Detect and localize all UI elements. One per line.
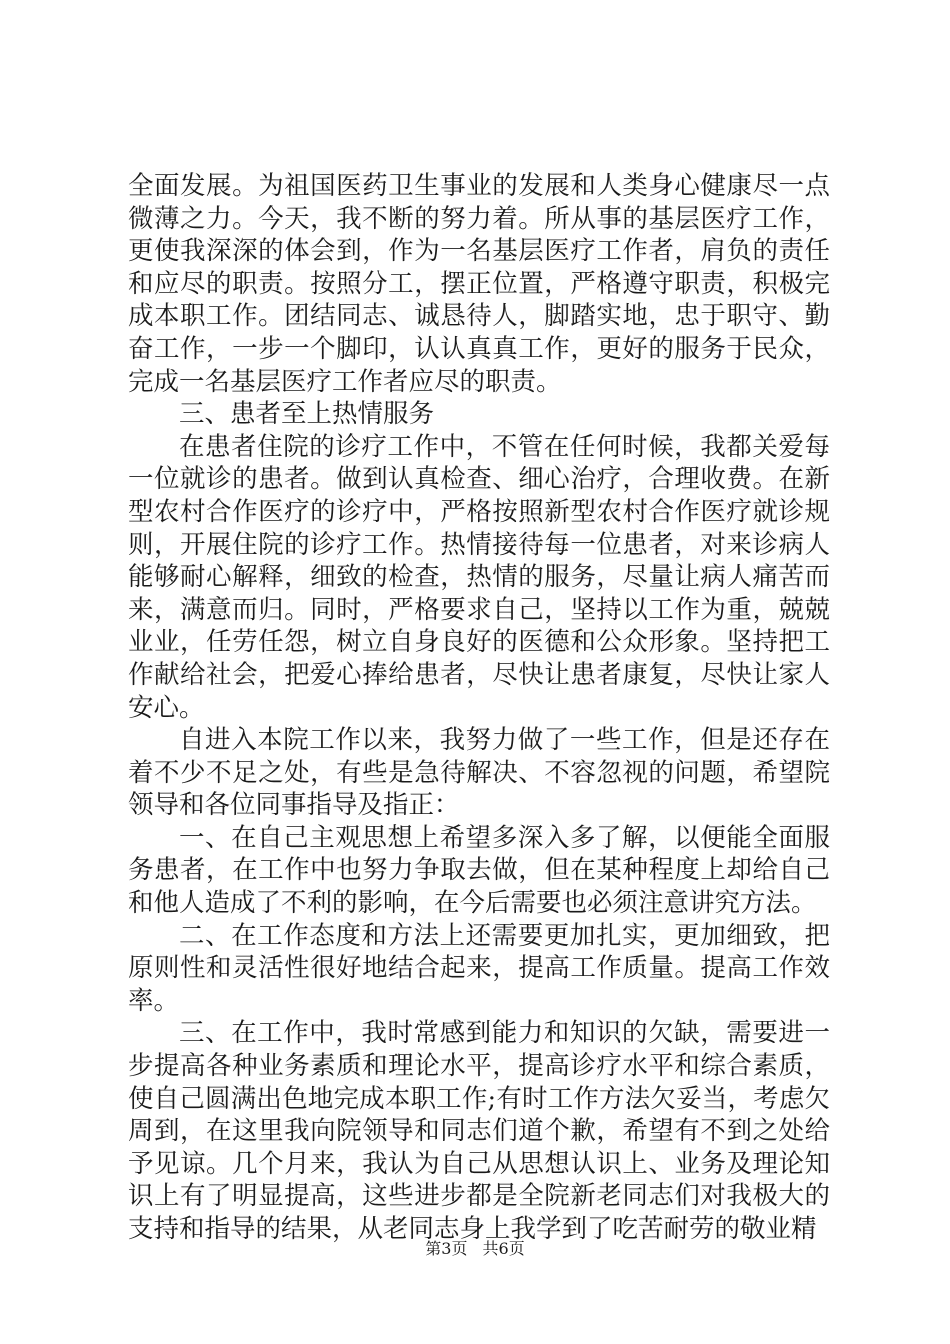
page-number: 第3页 xyxy=(425,1239,468,1258)
paragraph: 一、在自己主观思想上希望多深入多了解，以便能全面服务患者，在工作中也努力争取去做，但在某种程度上却给自己和他人造成了不利的影响，在今后需要也必须注意讲究方法。 xyxy=(128,822,830,919)
paragraph: 自进入本院工作以来，我努力做了一些工作，但是还存在着不少不足之处，有些是急待解决、不容忽视的问题，希望院领导和各位同事指导及指正： xyxy=(128,725,830,821)
page-total: 共6页 xyxy=(482,1239,525,1258)
page-footer xyxy=(0,1236,950,1259)
paragraph: 三、在工作中，我时常感到能力和知识的欠缺，需要进一步提高各种业务素质和理论水平，提高诊疗水平和综合素质，使自己圆满出色地完成本职工作;有时工作方法欠妥当，考虑欠周到，在这里我向院领导和同志们道个歉，希望有不到之处给予见谅。几个月来，我认为自己从思想认识上、业务及理论知识上有了明显提高，这些进步都是全院新老同志们对我极大的支持和指导的结果，从老同志身上我学到了吃苦耐劳的敬业精 xyxy=(128,1018,830,1244)
paragraph-continuation: 全面发展。为祖国医药卫生事业的发展和人类身心健康尽一点微薄之力。今天，我不断的努力着。所从事的基层医疗工作，更使我深深的体会到，作为一名基层医疗工作者，肩负的责任和应尽的职责。按照分工，摆正位置，严格遵守职责，积极完成本职工作。团结同志、诚恳待人，脚踏实地，忠于职守、勤奋工作，一步一个脚印，认认真真工作，更好的服务于民众，完成一名基层医疗工作者应尽的职责。 xyxy=(128,171,830,397)
section-heading: 三、患者至上热情服务 xyxy=(179,399,435,430)
paragraph: 在患者住院的诊疗工作中，不管在任何时候，我都关爱每一位就诊的患者。做到认真检查、细心治疗，合理收费。在新型农村合作医疗的诊疗中，严格按照新型农村合作医疗就诊规则，开展住院的诊疗工作。热情接待每一位患者，对来诊病人能够耐心解释，细致的检查，热情的服务，尽量让病人痛苦而来，满意而归。同时，严格要求自己，坚持以工作为重，兢兢业业，任劳任怨，树立自身良好的医德和公众形象。坚持把工作献给社会，把爱心捧给患者，尽快让患者康复，尽快让家人安心。 xyxy=(128,431,830,723)
paragraph: 二、在工作态度和方法上还需要更加扎实，更加细致，把原则性和灵活性很好地结合起来，提高工作质量。提高工作效率。 xyxy=(128,920,830,1016)
document-body xyxy=(128,170,830,1246)
